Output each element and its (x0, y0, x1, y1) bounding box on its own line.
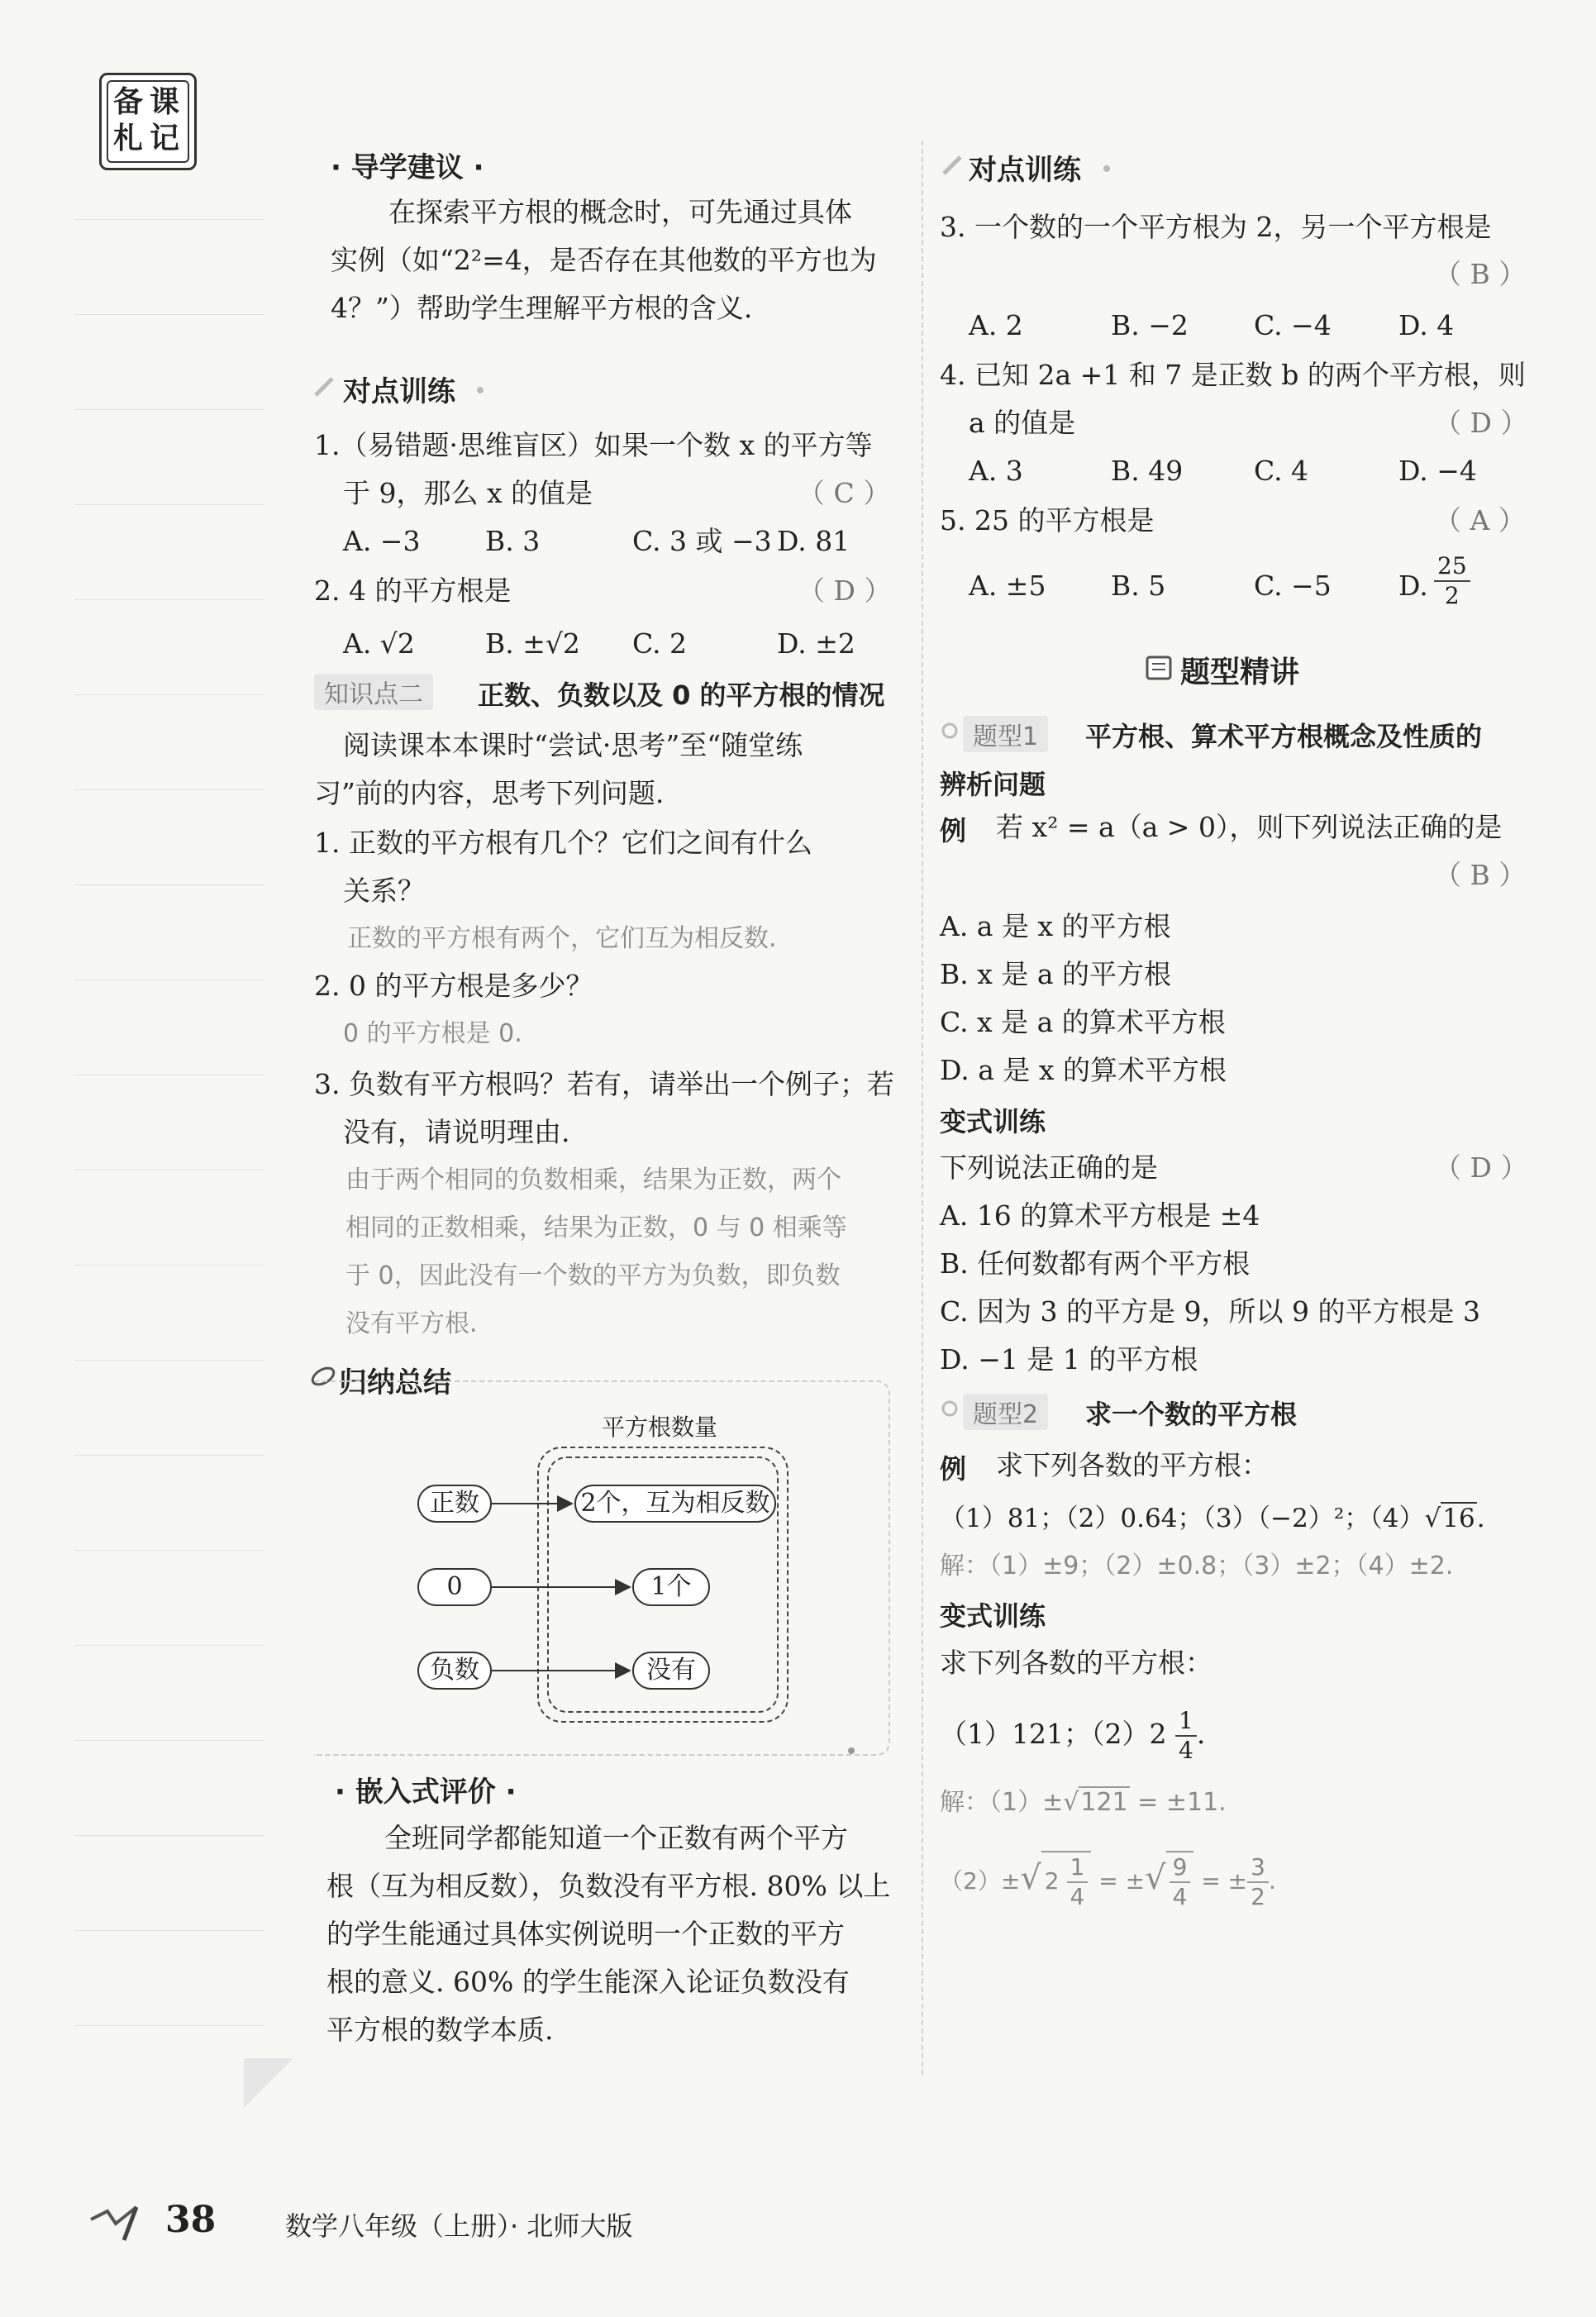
t1-header (963, 716, 1048, 752)
circle-icon (941, 1399, 959, 1418)
var2-fraction: $\frac{1}{4}$ (1175, 1707, 1197, 1765)
ex1-answer: （ B ） (1434, 859, 1527, 891)
q5-text: 5. 25 的平方根是 (940, 504, 1155, 536)
q1-choices (343, 517, 905, 565)
train-dot (1103, 165, 1110, 172)
footer-title: 数学八年级（上册）· 北师大版 (285, 2210, 633, 2242)
var2-title: 变式训练 (940, 1600, 1046, 1632)
logo-char: 课 (150, 85, 180, 119)
choice: B. 5 (1111, 570, 1166, 602)
p1-answer: 正数的平方根有两个，它们互为相反数. (347, 924, 777, 953)
q5-fraction (1434, 552, 1470, 610)
ex2-items: （1）81；（2）0.64；（3）（−2）²；（4）√16. (940, 1504, 1485, 1533)
q3-answer: （ B ） (1434, 258, 1527, 290)
eval-title: · 嵌入式评价 · (335, 1776, 517, 1809)
p3-question: 没有，请说明理由. (343, 1116, 570, 1148)
diagram-left-positive: 正数 (417, 1485, 492, 1523)
kp-title: 正数、负数以及 0 的平方根的情况 (478, 679, 885, 711)
q1-answer: （ C ） (798, 477, 891, 509)
t1-title: 平方根、算术平方根概念及性质的 (1085, 721, 1483, 752)
ex1-label: 例 (940, 815, 967, 846)
var2-items-text: （1）121；（2）2 (940, 1718, 1167, 1750)
choice: D. −4 (1398, 455, 1477, 487)
numerator: 25 (1434, 552, 1470, 582)
ex2-items-text: （1）81；（2）0.64；（3）（−2）²；（4） (940, 1504, 1425, 1533)
ex1-text: 若 x² = a（a > 0），则下列说法正确的是 (996, 811, 1503, 843)
guide-line: 4？”）帮助学生理解平方根的含义. (331, 292, 753, 324)
summary-title: 归纳总结 (339, 1366, 451, 1399)
var1-option: C. 因为 3 的平方是 9，所以 9 的平方根是 3 (940, 1295, 1480, 1328)
eval-line: 全班同学都能知道一个正数有两个平方 (384, 1822, 848, 1854)
diagram-right-positive: 2个，互为相反数 (574, 1485, 776, 1523)
section-title: 题型精讲 (1180, 656, 1300, 689)
ex2-solution: 解：（1）±9；（2）±0.8；（3）±2；（4）±2. (940, 1552, 1454, 1580)
t2-header (963, 1394, 1048, 1430)
p2-question: 2. 0 的平方根是多少？ (314, 970, 593, 1002)
read-line: 习”前的内容，思考下列问题. (314, 777, 665, 809)
sqrt-arg: 121 (1080, 1788, 1128, 1817)
read-line: 阅读课本本课时“尝试·思考”至“随堂练 (343, 729, 803, 761)
p3-question: 3. 负数有平方根吗？若有，请举出一个例子；若 (314, 1068, 894, 1100)
var2-items: （1）121；（2）2 $\frac{1}{4}$ . (940, 1707, 1206, 1764)
train-dot (477, 387, 484, 393)
t1-title: 辨析问题 (940, 769, 1046, 800)
p3-answer: 相同的正数相乘，结果为正数，0 与 0 相乘等 (345, 1213, 847, 1242)
kp-badge: 知识点二 (314, 674, 433, 710)
t2-title: 求一个数的平方根 (1085, 1399, 1298, 1430)
logo-char: 札 (113, 122, 144, 155)
var1-title: 变式训练 (940, 1106, 1046, 1137)
logo-char: 备 (113, 85, 144, 119)
logo-char: 记 (150, 122, 180, 155)
p3-answer: 没有平方根. (345, 1309, 478, 1338)
choice: C. 3 或 −3 (632, 525, 772, 557)
choice: B. 3 (485, 525, 541, 557)
p1-question: 关系？ (343, 875, 425, 907)
q4-text: a 的值是 (969, 407, 1076, 439)
choice: B. 49 (1111, 455, 1184, 487)
book-icon (1145, 653, 1174, 683)
var1-answer: （ D ） (1434, 1151, 1528, 1184)
ex1-option: B. x 是 a 的平方根 (940, 958, 1171, 990)
eval-line: 的学生能通过具体实例说明一个正数的平方 (326, 1918, 845, 1950)
circle-icon (941, 722, 959, 740)
q4-answer: （ D ） (1434, 407, 1528, 439)
p2-answer: 0 的平方根是 0. (343, 1019, 522, 1048)
choice: B. −2 (1111, 309, 1189, 341)
q2-answer: （ D ） (798, 574, 892, 607)
pencil-icon (941, 152, 965, 177)
note-logo (99, 73, 197, 170)
choice: C. 2 (632, 627, 688, 660)
p3-answer: 由于两个相同的负数相乘，结果为正数，两个 (345, 1166, 841, 1194)
diagram-left-zero: 0 (417, 1568, 492, 1606)
pencil-icon (312, 374, 337, 398)
column-divider (922, 141, 923, 2075)
var2-solution-1: 解：（1）±√121 = ±11. (940, 1788, 1227, 1817)
choice: B. ±√2 (485, 627, 580, 660)
diagram-left-negative: 负数 (417, 1652, 492, 1690)
q2-choices (343, 620, 905, 668)
ex1-option: C. x 是 a 的算术平方根 (940, 1006, 1226, 1038)
guide-title: · 导学建议 · (331, 151, 484, 184)
diagram-right-negative: 没有 (632, 1652, 710, 1690)
var1-option: B. 任何数都有两个平方根 (940, 1247, 1251, 1280)
kp-header (314, 674, 433, 710)
choice: C. −4 (1254, 309, 1332, 341)
guide-line: 实例（如“2²=4，是否存在其他数的平方也为 (331, 244, 877, 276)
choice: A. √2 (343, 627, 415, 660)
choice: C. −5 (1254, 570, 1332, 602)
eval-line: 根的意义. 60% 的学生能深入论证负数没有 (326, 1966, 850, 1998)
denominator: 2 (1444, 582, 1460, 609)
q3-text: 3. 一个数的一个平方根为 2，另一个平方根是 (940, 211, 1492, 243)
var1-text: 下列说法正确的是 (940, 1151, 1158, 1184)
diagram-right-zero: 1个 (632, 1568, 710, 1606)
q1-text: 于 9，那么 x 的值是 (343, 477, 593, 509)
ex2-label: 例 (940, 1453, 967, 1485)
train-title-right: 对点训练 (969, 154, 1081, 187)
var1-option: D. −1 是 1 的平方根 (940, 1343, 1198, 1375)
choice: D. (1398, 570, 1428, 602)
choice: C. 4 (1254, 455, 1309, 487)
pencil-decoration-icon (87, 2203, 153, 2244)
var2-solution-2: （2）±√ 2 $\frac{1}{4}$ = ±√ $\frac{9}{4}$ = ± $\frac{3}{2}$ . (940, 1845, 1276, 1914)
choice: A. 2 (969, 309, 1023, 341)
q5-answer: （ A ） (1434, 504, 1526, 536)
q4-text: 4. 已知 2a +1 和 7 是正数 b 的两个平方根，则 (940, 359, 1526, 391)
q2-text: 2. 4 的平方根是 (314, 574, 512, 607)
p1-question: 1. 正数的平方根有几个？它们之间有什么 (314, 827, 812, 859)
choice: A. −3 (343, 525, 421, 557)
choice: D. 81 (777, 525, 850, 557)
q4-choices (969, 447, 1547, 495)
p3-answer: 于 0，因此没有一个数的平方为负数，即负数 (345, 1261, 841, 1290)
eval-line: 根（互为相反数），负数没有平方根. 80% 以上 (326, 1870, 891, 1902)
ex1-option: D. a 是 x 的算术平方根 (940, 1054, 1227, 1086)
q1-text: 1.（易错题·思维盲区）如果一个数 x 的平方等 (314, 429, 873, 461)
choice: A. 3 (969, 455, 1023, 487)
sqrt-arg: 16 (1442, 1504, 1475, 1533)
corner-fold-decoration (244, 2058, 293, 2108)
diagram-caption: 平方根数量 (602, 1414, 718, 1441)
choice: A. ±5 (969, 570, 1046, 602)
var1-option: A. 16 的算术平方根是 ±4 (940, 1199, 1260, 1232)
eval-line: 平方根的数学本质. (326, 2014, 554, 2046)
page-number: 38 (165, 2199, 217, 2241)
ex1-option: A. a 是 x 的平方根 (940, 910, 1171, 942)
q3-choices (969, 302, 1547, 350)
choice: D. 4 (1398, 309, 1455, 341)
var2-text: 求下列各数的平方根： (940, 1647, 1212, 1679)
t1-badge: 题型1 (963, 716, 1048, 752)
ex2-text: 求下列各数的平方根： (996, 1449, 1269, 1481)
guide-line: 在探索平方根的概念时，可先通过具体 (388, 196, 852, 228)
choice: D. ±2 (777, 627, 855, 660)
train-title-left: 对点训练 (343, 375, 455, 408)
t2-badge: 题型2 (963, 1394, 1048, 1430)
